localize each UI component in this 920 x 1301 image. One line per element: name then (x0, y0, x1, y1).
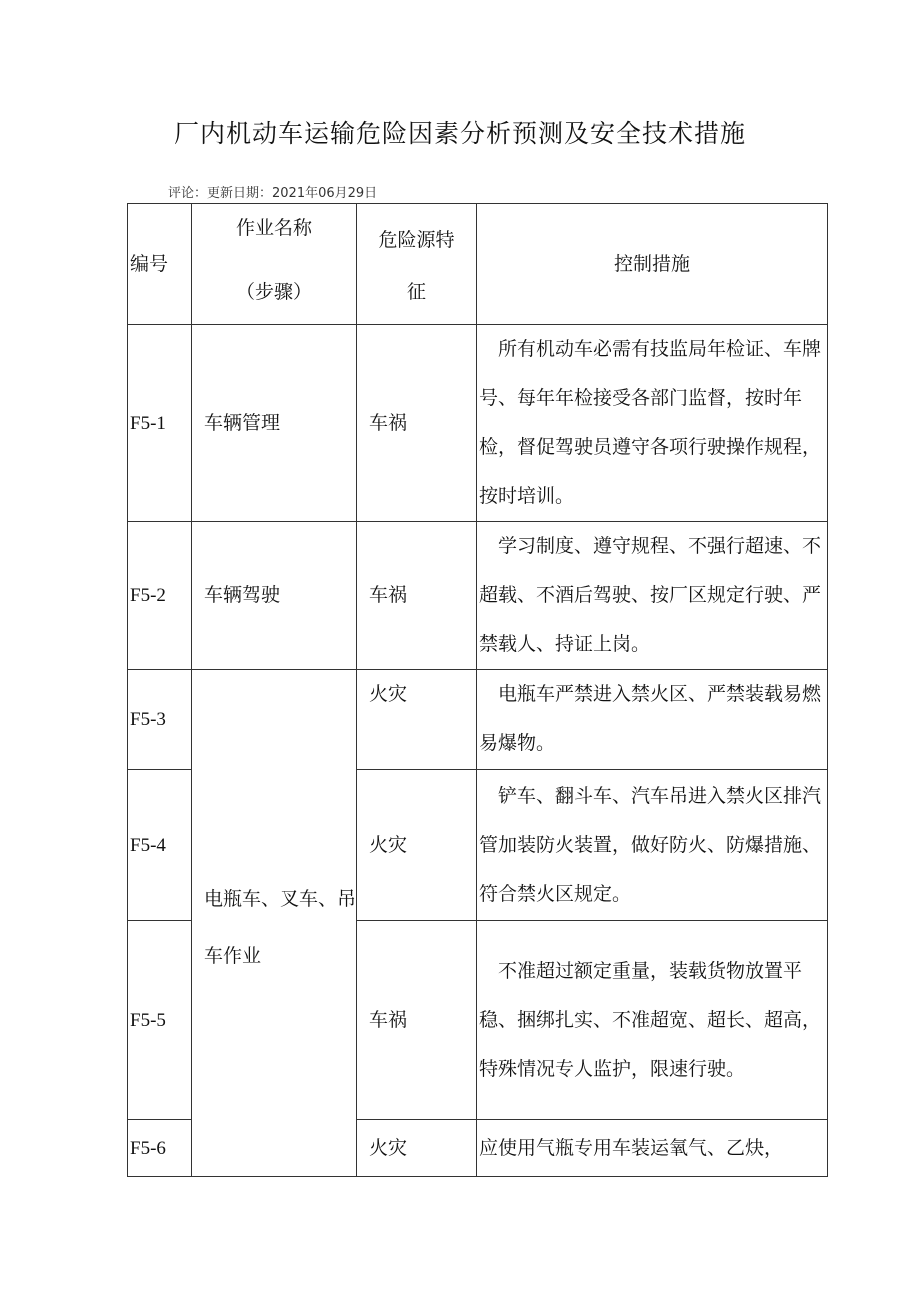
row-measure: 所有机动车必需有技监局年检证、车牌号、每年年检接受各部门监督，按时年检，督促驾驶员遵守各项行驶操作规程，按时培训。 (477, 325, 828, 522)
row-measure: 学习制度、遵守规程、不强行超速、不超载、不酒后驾驶、按厂区规定行驶、严禁载人、持证上岗。 (477, 522, 828, 670)
row-hazard: 车祸 (357, 921, 477, 1120)
header-name-line2: （步骤） (235, 281, 312, 303)
row-no: F5-4 (128, 770, 192, 921)
header-name (192, 204, 357, 325)
row-no: F5-1 (128, 325, 192, 522)
row-no: F5-6 (128, 1120, 192, 1177)
header-name-line1: 作业名称 (235, 217, 312, 239)
row-no: F5-2 (128, 522, 192, 670)
row-measure: 不准超过额定重量，装载货物放置平稳、捆绑扎实、不准超宽、超长、超高，特殊情况专人监护，限速行驶。 (477, 921, 828, 1120)
row-name-merged (192, 670, 357, 1177)
header-hazard-line1: 危险源特 (378, 229, 455, 251)
row-name-text: 电瓶车、叉车、吊车作业 (204, 888, 357, 967)
row-measure: 应使用气瓶专用车装运氧气、乙炔， (477, 1120, 828, 1177)
header-measure: 控制措施 (477, 204, 828, 325)
row-hazard: 车祸 (357, 325, 477, 522)
row-measure: 铲车、翻斗车、汽车吊进入禁火区排汽管加装防火装置，做好防火、防爆措施、符合禁火区规定。 (477, 770, 828, 921)
row-hazard: 火灾 (357, 670, 477, 770)
table-row (128, 522, 828, 670)
table-header-row (128, 204, 828, 325)
table-row (128, 325, 828, 522)
row-hazard: 火灾 (357, 1120, 477, 1177)
row-hazard: 车祸 (357, 522, 477, 670)
header-no: 编号 (128, 204, 192, 325)
document-title: 厂内机动车运输危险因素分析预测及安全技术措施 (173, 119, 746, 148)
header-hazard-line2: 征 (406, 281, 426, 303)
row-no: F5-3 (128, 670, 192, 770)
header-hazard (357, 204, 477, 325)
document-meta: 评论：更新日期：2021年06月29日 (168, 186, 378, 201)
row-no: F5-5 (128, 921, 192, 1120)
hazard-control-table (127, 203, 828, 1177)
table-row (128, 670, 828, 770)
row-name: 车辆驾驶 (192, 522, 357, 670)
row-measure: 电瓶车严禁进入禁火区、严禁装载易燃易爆物。 (477, 670, 828, 770)
row-hazard: 火灾 (357, 770, 477, 921)
row-name: 车辆管理 (192, 325, 357, 522)
